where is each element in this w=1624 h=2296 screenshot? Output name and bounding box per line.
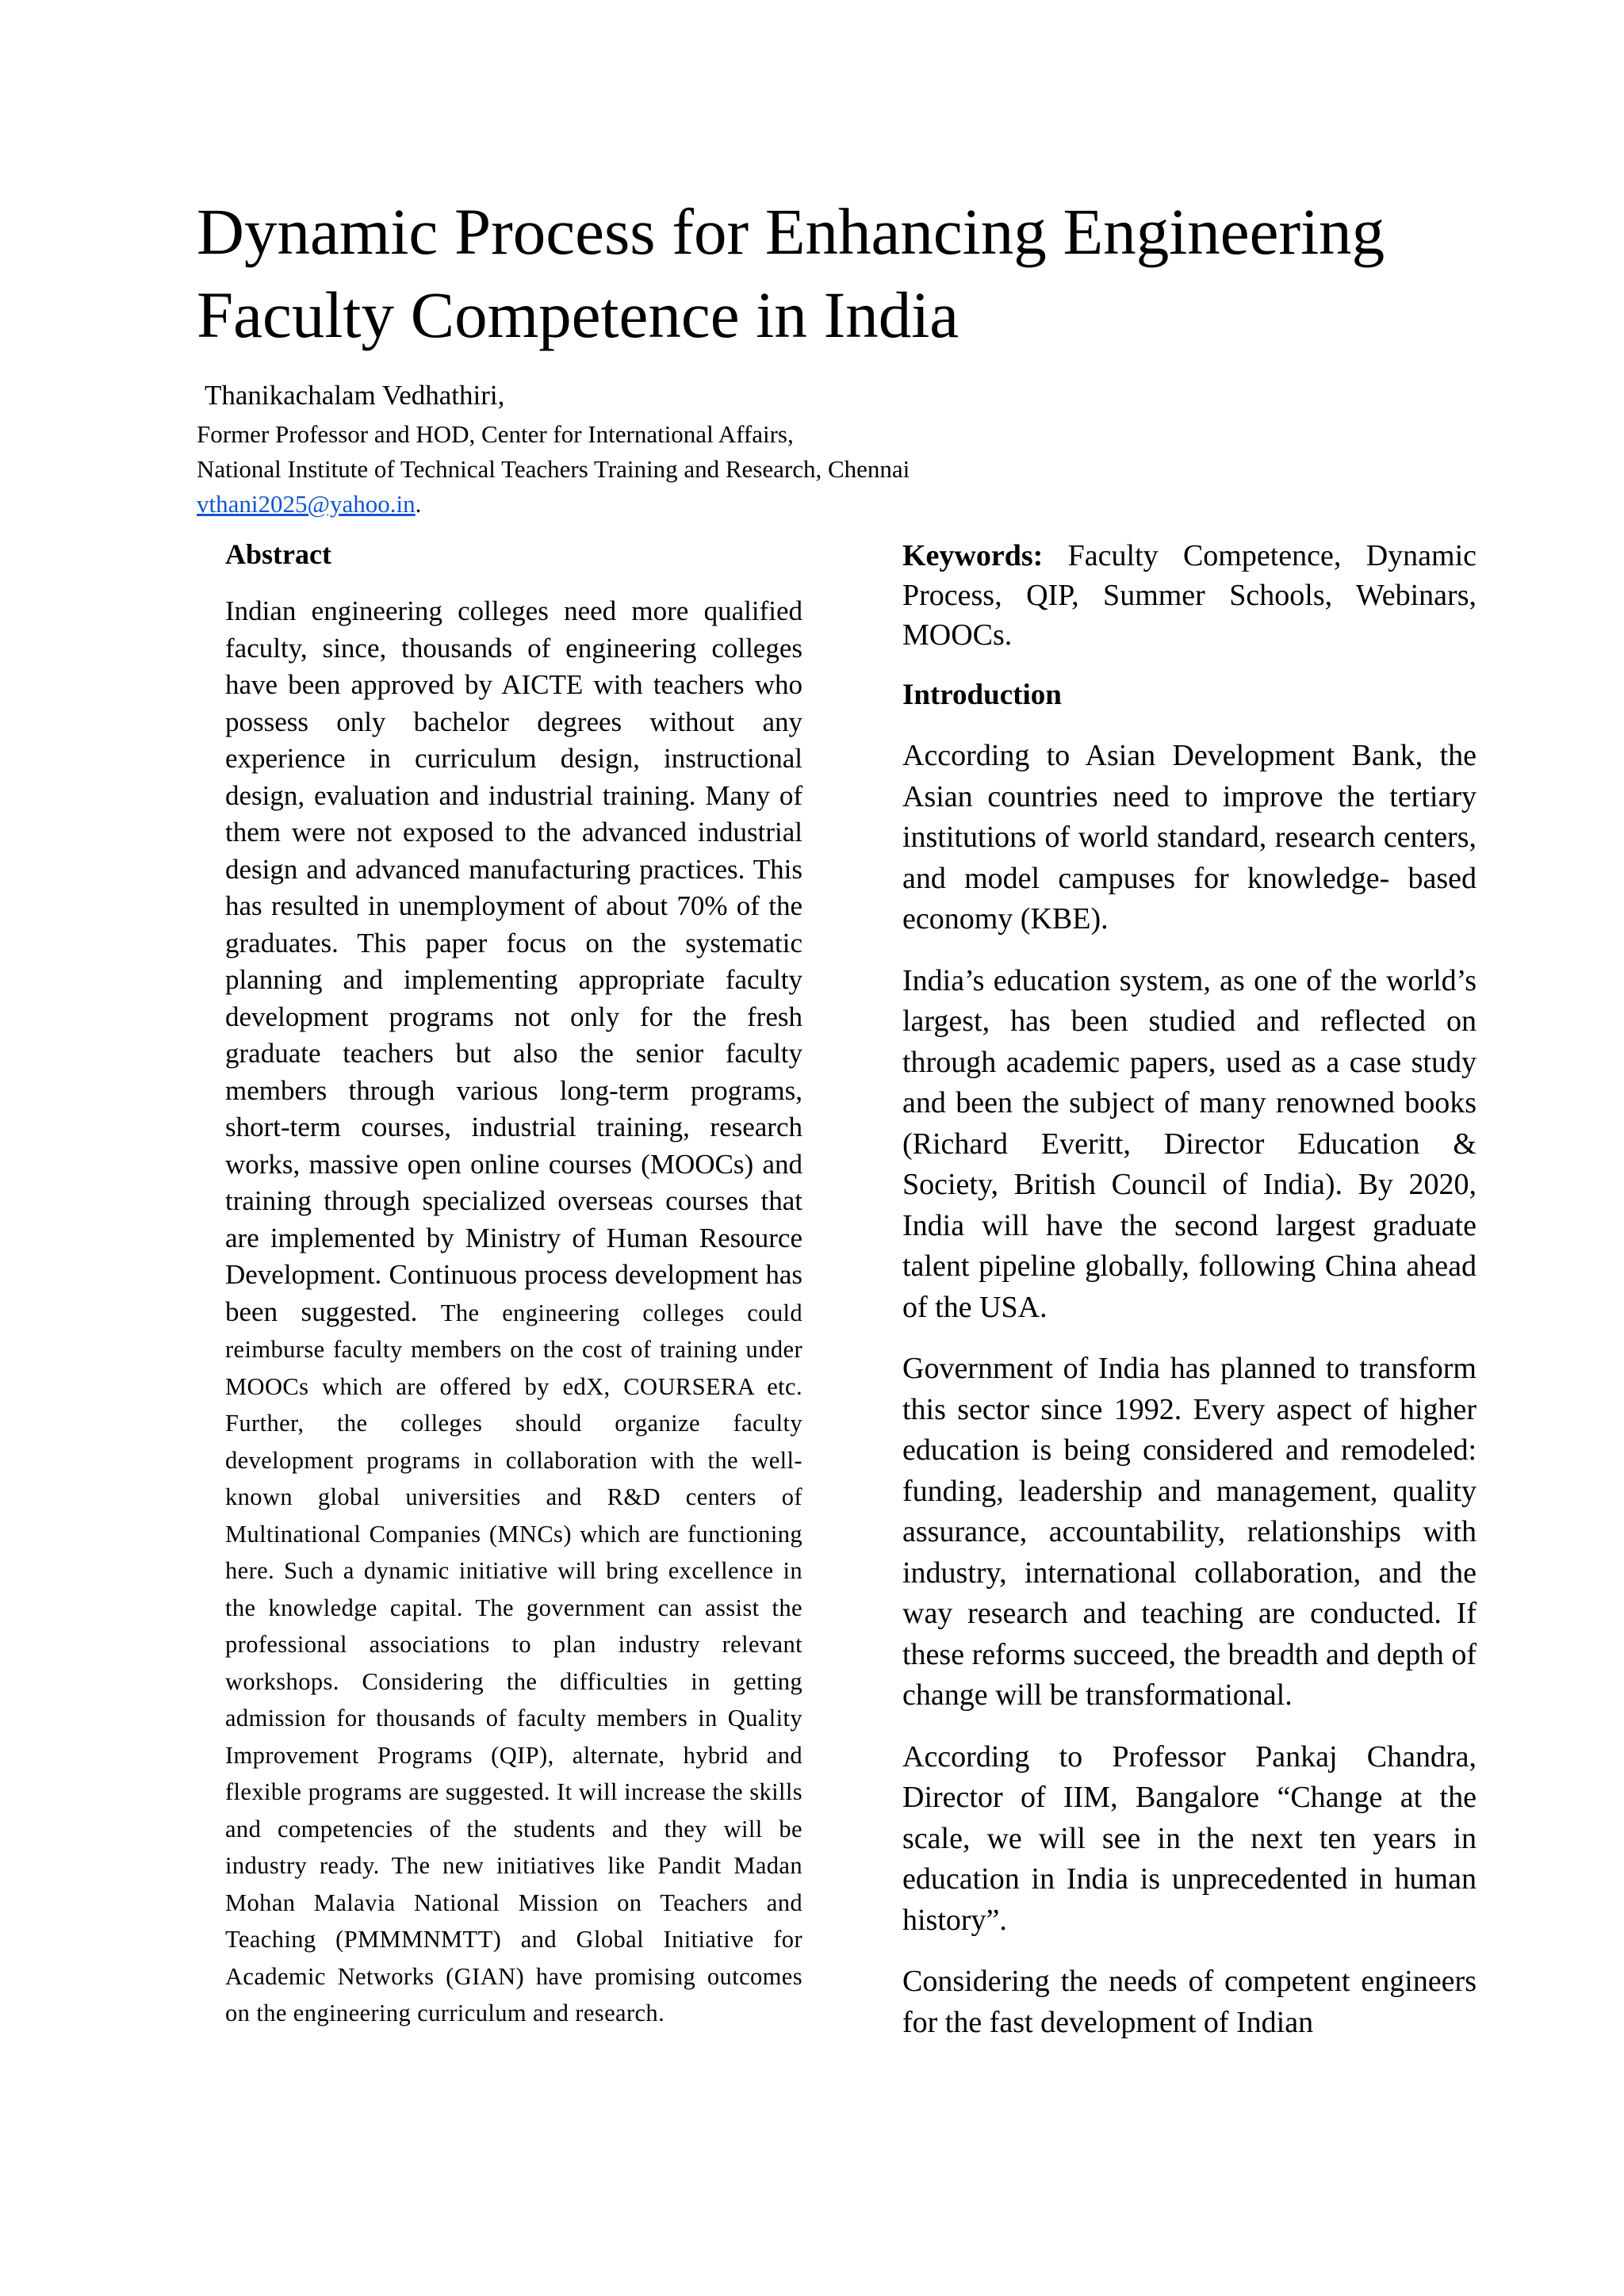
right-column [902, 536, 1477, 2043]
abstract-heading: Abstract [225, 538, 331, 570]
abstract-column [225, 536, 802, 2031]
abstract-text-continued: The engineering colleges could reimburse faculty members on the cost of training under MOOCs which are offered by edX, COURSERA etc. Further, the colleges should organize faculty development programs in collaboration with the well-known global universities and R&D centers of Multinational Companies (MNCs) which are functioning here. Such a dynamic initiative will bring excellence in the knowledge capital. The government can assist the professional associations to plan industry relevant workshops. Considering the difficulties in getting admission for thousands of faculty members in Quality Improvement Programs (QIP), alternate, hybrid and flexible programs are suggested. It will increase the skills and competencies of the students and they will be industry ready. The new initiatives like Pandit Madan Mohan Malavia National Mission on Teachers and Teaching (PMMMNMTT) and Global Initiative for Academic Networks (GIAN) have promising outcomes on the engineering curriculum and research. [225, 1299, 803, 2026]
intro-paragraph-5: Considering the needs of competent engineers for the fast development of Indian [902, 1965, 1477, 2039]
author-name: Thanikachalam Vedhathiri, [205, 380, 505, 411]
author-email-link[interactable]: vthani2025@yahoo.in [197, 490, 416, 518]
intro-paragraph-2: India’s education system, as one of the world’s largest, has been studied and reflected on through academic papers, used as a case study and been the subject of many renowned books (Richard Everitt, Director Education & Society, British Council of India). By 2020, India will have the second largest graduate talent pipeline globally, following China ahead of the USA. [902, 963, 1477, 1324]
affiliation-line-1: Former Professor and HOD, Center for International Affairs, [197, 420, 794, 448]
paper-title: Dynamic Process for Enhancing Engineering Faculty Competence in India [197, 195, 1385, 351]
keywords-label: Keywords: [902, 539, 1044, 572]
abstract-text-main: Indian engineering colleges need more qualified faculty, since, thousands of engineering colleges have been approved by AICTE with teachers who possess only bachelor degrees without any experience in curriculum design, instructional design, evaluation and industrial training. Many of them were not exposed to the advanced industrial design and advanced manufacturing practices. This has resulted in unemployment of about 70% of the graduates. This paper focus on the systematic planning and implementing appropriate faculty development programs not only for the fresh graduate teachers but also the senior faculty members through various long-term programs, short-term courses, industrial training, research works, massive open online courses (MOOCs) and training through specialized overseas courses that are implemented by Ministry of Human Resource Development. Continuous process development has been suggested. [225, 595, 802, 1327]
abstract-body [225, 593, 802, 2031]
intro-paragraph-3: Government of India has planned to transform this sector since 1992. Every aspect of higher education is being considered and remodeled: funding, leadership and management, quality assurance, accountability, relationships with industry, international collaboration, and the way research and teaching are conducted. If these reforms succeed, the breadth and depth of change will be transformational. [902, 1352, 1477, 1712]
keywords-text: Faculty Competence, Dynamic Process, QIP, Summer Schools, Webinars, MOOCs. [902, 539, 1477, 652]
affiliation-line-2: National Institute of Technical Teachers Training and Research, Chennai [197, 455, 910, 483]
intro-paragraph-1: According to Asian Development Bank, the Asian countries need to improve the tertiary institutions of world standard, research centers, and model campuses for knowledge- based economy (KBE). [902, 739, 1477, 936]
author-email-line [197, 488, 1386, 520]
email-suffix: . [415, 490, 422, 518]
introduction-heading: Introduction [902, 679, 1062, 711]
keywords [902, 536, 1477, 655]
intro-paragraph-4: According to Professor Pankaj Chandra, Director of IIM, Bangalore “Change at the scale, we will see in the next ten years in education in India is unprecedented in human history”. [902, 1739, 1477, 1937]
